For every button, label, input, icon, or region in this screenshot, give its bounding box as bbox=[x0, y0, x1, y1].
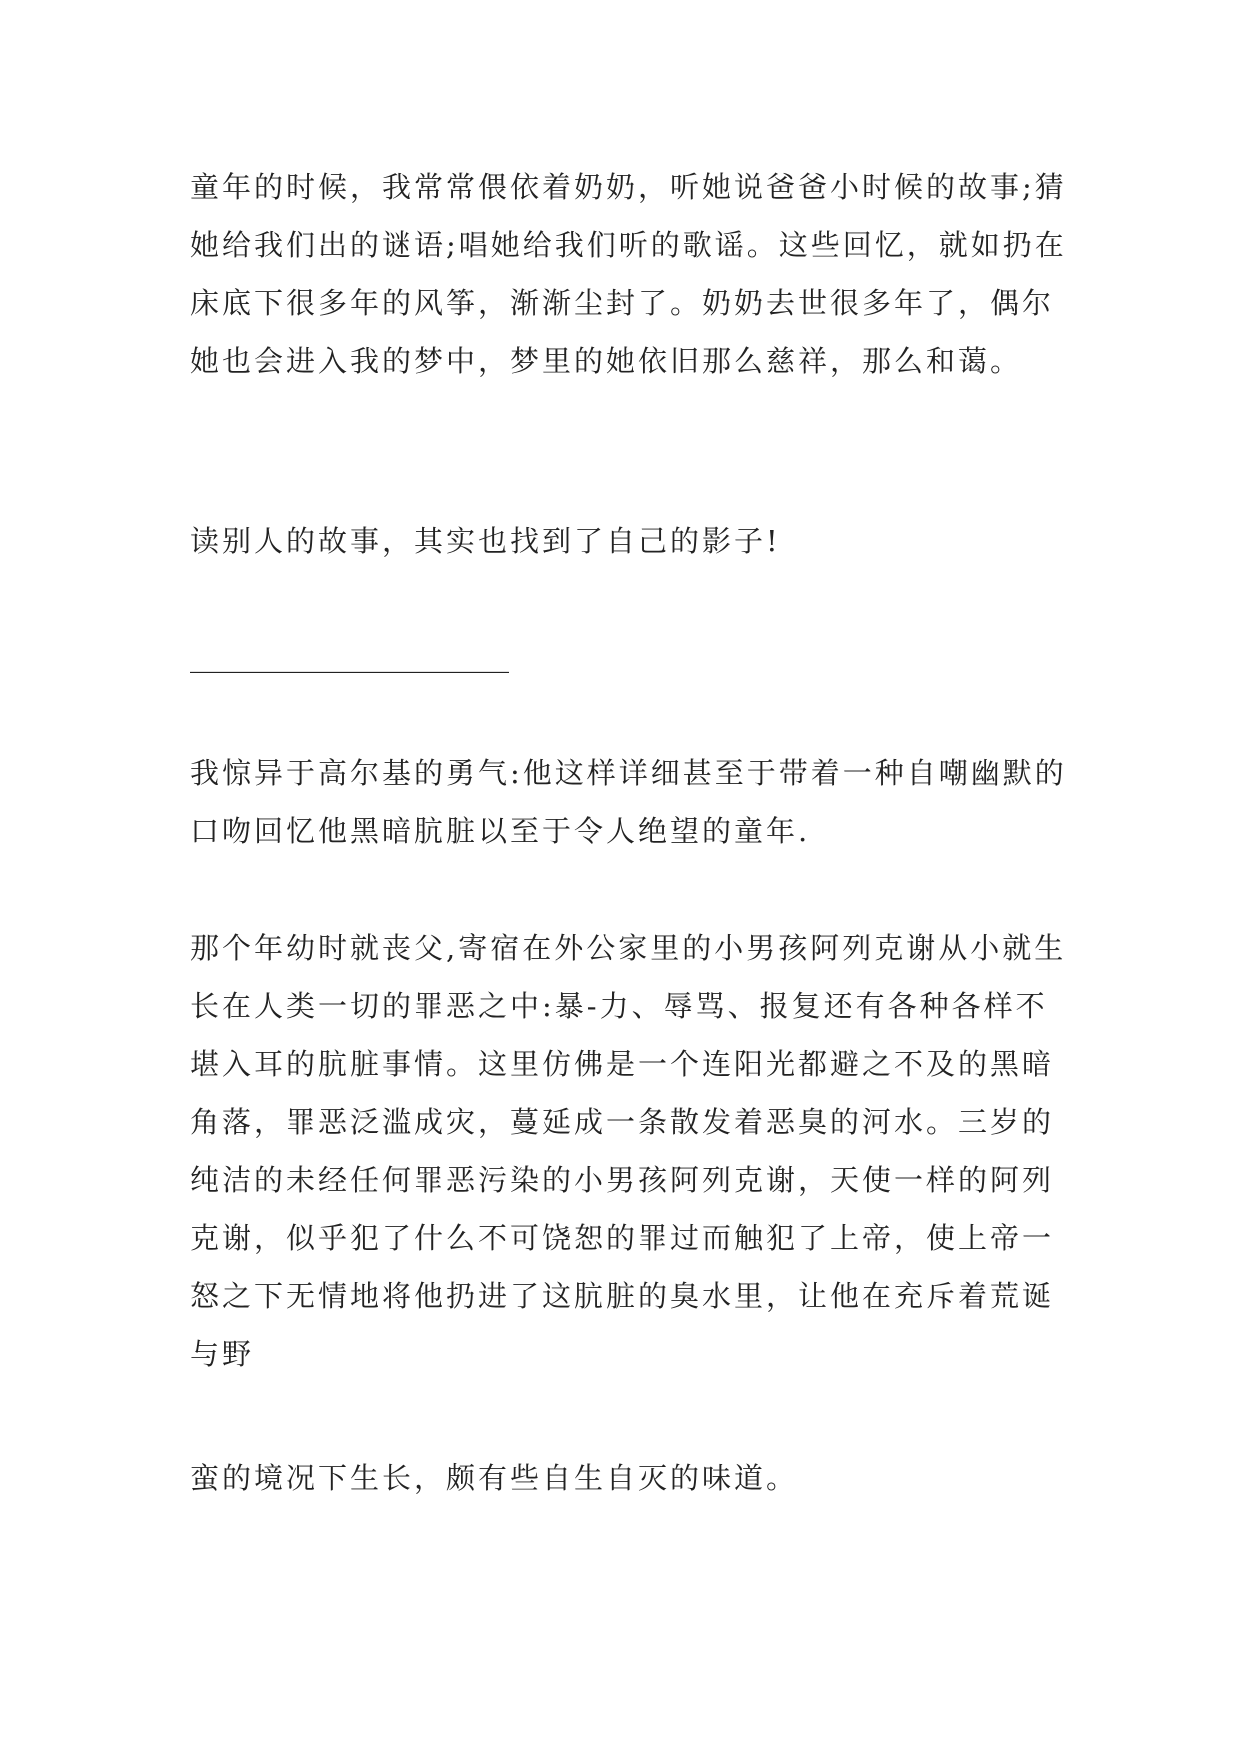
divider-text: ______________________ bbox=[190, 639, 509, 673]
paragraph-grandmother-memories bbox=[190, 158, 1070, 390]
paragraph-text: 那个年幼时就丧父,寄宿在外公家里的小男孩阿列克谢从小就生长在人类一切的罪恶之中:暴-力、辱骂、报复还有各种各样不堪入耳的肮脏事情。这里仿佛是一个连阳光都避之不及的黑暗角落，罪恶泛滥成灾，蔓延成一条散发着恶臭的河水。三岁的纯洁的未经任何罪恶污染的小男孩阿列克谢，天使一样的阿列克谢，似乎犯了什么不可饶恕的罪过而触犯了上帝，使上帝一怒之下无情地将他扔进了这肮脏的臭水里，让他在充斥着荒诞与野 bbox=[190, 931, 1067, 1371]
paragraph-text: 童年的时候，我常常偎依着奶奶，听她说爸爸小时候的故事;猜她给我们出的谜语;唱她给我们听的歌谣。这些回忆，就如扔在床底下很多年的风筝，渐渐尘封了。奶奶去世很多年了，偶尔她也会进入我的梦中，梦里的她依旧那么慈祥，那么和蔼。 bbox=[190, 170, 1067, 378]
paragraph-alexei-childhood bbox=[190, 919, 1070, 1383]
paragraph-own-shadow bbox=[190, 512, 1070, 570]
paragraph-text: 读别人的故事，其实也找到了自己的影子! bbox=[190, 524, 781, 558]
paragraph-continuation bbox=[190, 1449, 1070, 1507]
underscore-divider bbox=[190, 627, 1070, 685]
paragraph-text: 我惊异于高尔基的勇气:他这样详细甚至于带着一种自嘲幽默的口吻回忆他黑暗肮脏以至于令人绝望的童年. bbox=[190, 756, 1067, 848]
paragraph-gorky-courage bbox=[190, 744, 1070, 860]
paragraph-text: 蛮的境况下生长，颇有些自生自灭的味道。 bbox=[190, 1461, 799, 1495]
